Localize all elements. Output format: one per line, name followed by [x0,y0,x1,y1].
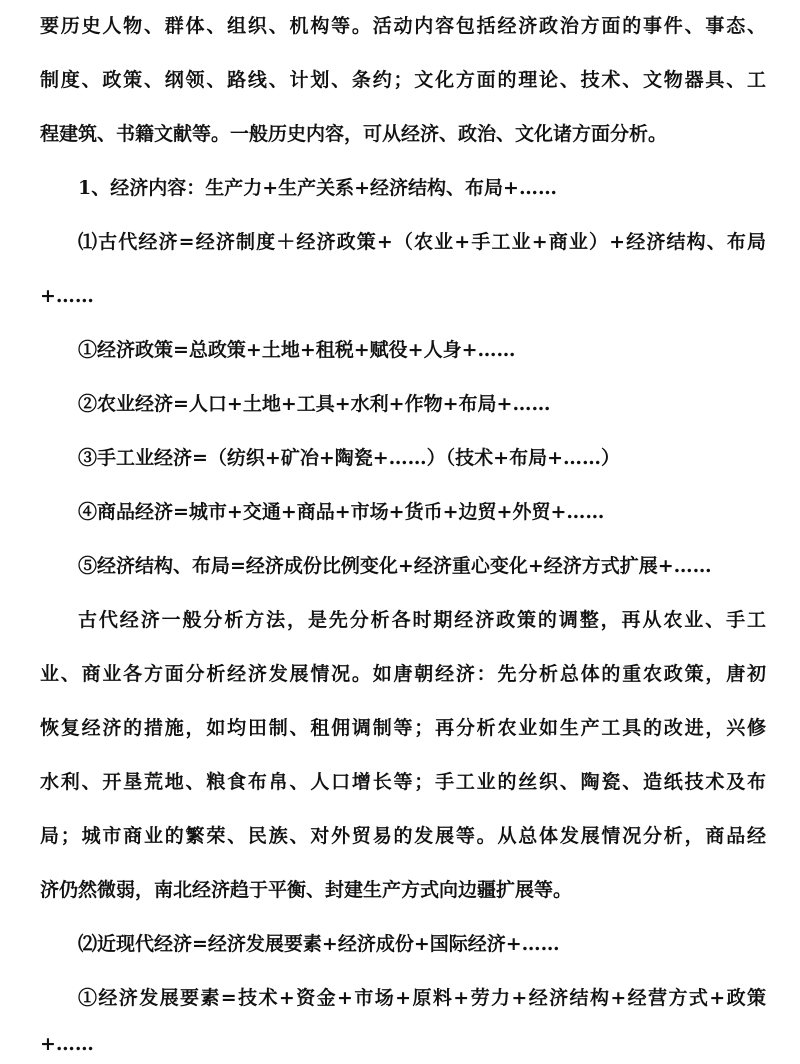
list-item-development-factors: ①经济发展要素=技术+资金+市场+原料+劳力+经济结构+经营方式+政策 [78,987,766,1009]
section-heading-economy: 1、经济内容：生产力+生产关系+经济结构、布局+…… [78,177,557,199]
text-line-2: 制度、政策、纲领、路线、计划、条约；文化方面的理论、技术、文物器具、工 [40,69,766,91]
paragraph-line-1: 古代经济一般分析方法，是先分析各时期经济政策的调整，再从农业、手工 [78,609,766,631]
paragraph-line-5: 局；城市商业的繁荣、民族、对外贸易的发展等。从总体发展情况分析，商品经 [40,825,766,847]
subsection-modern-economy: ⑵近现代经济=经济发展要素+经济成份+国际经济+…… [78,933,560,955]
text-line-1: 要历史人物、群体、组织、机构等。活动内容包括经济政治方面的事件、事态、 [40,15,766,37]
list-item-economic-structure: ⑤经济结构、布局=经济成份比例变化+经济重心变化+经济方式扩展+…… [78,555,712,577]
text-line-continuation-2: +…… [40,1033,94,1055]
list-item-economic-policy: ①经济政策=总政策+土地+租税+赋役+人身+…… [78,339,516,361]
paragraph-line-2: 业、商业各方面分析经济发展情况。如唐朝经济：先分析总体的重农政策，唐初 [40,663,766,685]
subsection-ancient-economy: ⑴古代经济=经济制度＋经济政策+（农业+手工业+商业）+经济结构、布局 [78,231,766,253]
text-line-continuation-1: +…… [40,285,94,307]
paragraph-line-3: 恢复经济的措施，如均田制、租佣调制等；再分析农业如生产工具的改进，兴修 [40,717,766,739]
paragraph-line-6: 济仍然微弱，南北经济趋于平衡、封建生产方式向边疆扩展等。 [40,879,573,901]
text-line-3: 程建筑、书籍文献等。一般历史内容，可从经济、政治、文化诸方面分析。 [40,123,668,145]
list-item-handicraft-economy: ③手工业经济=（纺织+矿冶+陶瓷+……）（技术+布局+……） [78,447,621,469]
list-item-commodity-economy: ④商品经济=城市+交通+商品+市场+货币+边贸+外贸+…… [78,501,605,523]
paragraph-line-4: 水利、开垦荒地、粮食布帛、人口增长等；手工业的丝织、陶瓷、造纸技术及布 [40,771,766,793]
list-item-agricultural-economy: ②农业经济=人口+土地+工具+水利+作物+布局+…… [78,393,551,415]
